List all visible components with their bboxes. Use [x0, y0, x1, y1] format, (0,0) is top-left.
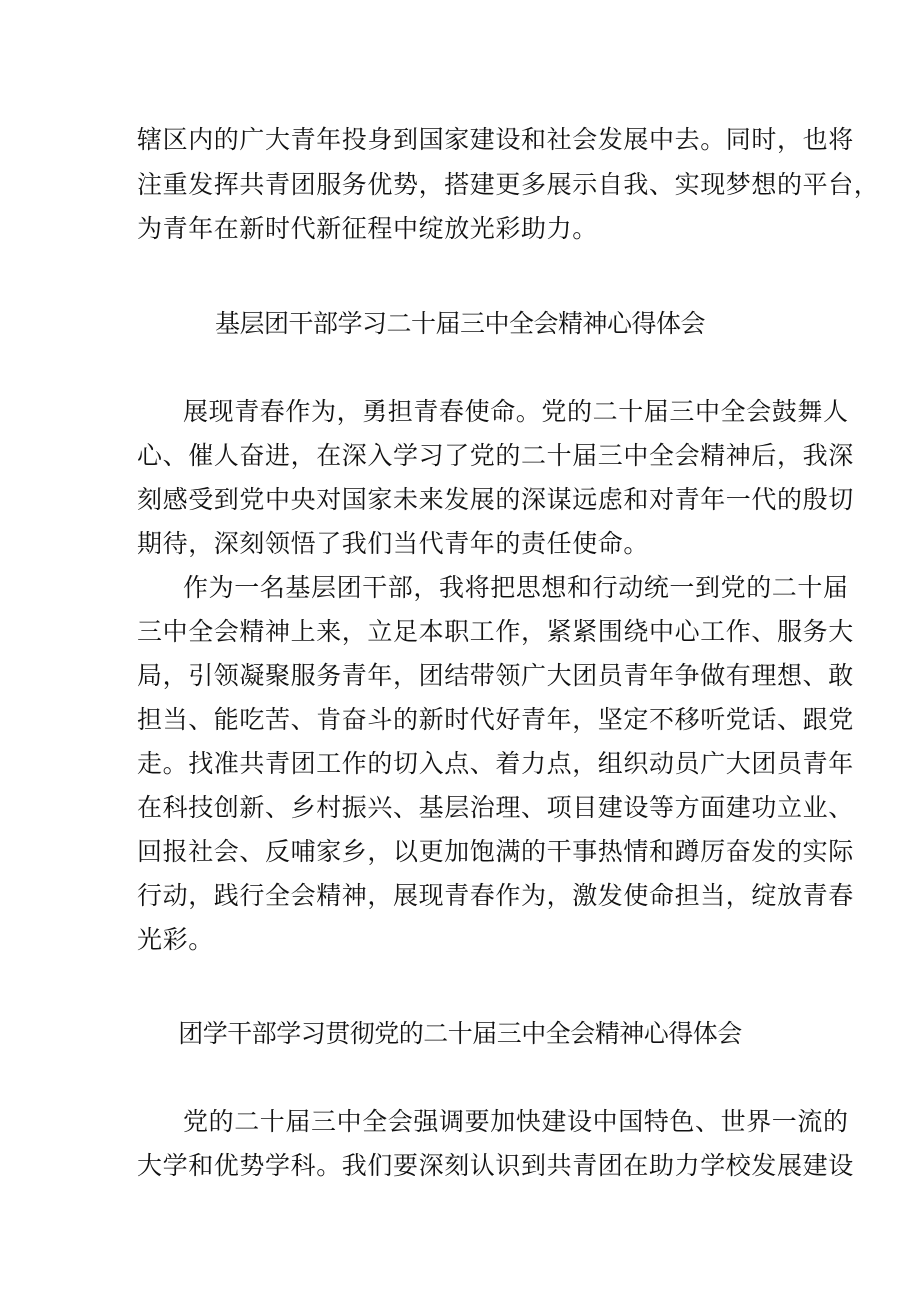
text-line: 回报社会、反哺家乡，以更加饱满的干事热情和蹲厉奋发的实际 — [137, 837, 854, 866]
text-line: 注重发挥共青团服务优势，搭建更多展示自我、实现梦想的平台， — [137, 170, 880, 199]
text-line: 党的二十届三中全会强调要加快建设中国特色、世界一流的 — [183, 1107, 849, 1136]
text-line: 刻感受到党中央对国家未来发展的深谋远虑和对青年一代的殷切 — [137, 485, 854, 514]
section-heading: 基层团干部学习二十届三中全会精神心得体会 — [214, 309, 705, 338]
text-line: 局，引领凝聚服务青年，团结带领广大团员青年争做有理想、敢 — [137, 661, 854, 690]
text-line: 展现青春作为，勇担青春使命。党的二十届三中全会鼓舞人 — [183, 397, 849, 426]
text-line: 担当、能吃苦、肯奋斗的新时代好青年，坚定不移听党话、跟党 — [137, 705, 854, 734]
text-line: 为青年在新时代新征程中绽放光彩助力。 — [137, 214, 598, 243]
text-line: 在科技创新、乡村振兴、基层治理、项目建设等方面建功立业、 — [137, 793, 854, 822]
text-line: 三中全会精神上来，立足本职工作，紧紧围绕中心工作、服务大 — [137, 617, 854, 646]
text-line: 辖区内的广大青年投身到国家建设和社会发展中去。同时，也将 — [137, 125, 854, 154]
text-line: 大学和优势学科。我们要深刻认识到共青团在助力学校发展建设 — [137, 1151, 854, 1180]
text-line: 光彩。 — [137, 925, 214, 954]
text-line: 走。找准共青团工作的切入点、着力点，组织动员广大团员青年 — [137, 749, 854, 778]
text-line: 心、催人奋进，在深入学习了党的二十届三中全会精神后，我深 — [137, 441, 854, 470]
text-line: 作为一名基层团干部，我将把思想和行动统一到党的二十届 — [183, 573, 849, 602]
text-line: 期待，深刻领悟了我们当代青年的责任使命。 — [137, 529, 650, 558]
section-heading: 团学干部学习贯彻党的二十届三中全会精神心得体会 — [178, 1019, 742, 1048]
text-line: 行动，践行全会精神，展现青春作为，激发使命担当，绽放青春 — [137, 881, 854, 910]
